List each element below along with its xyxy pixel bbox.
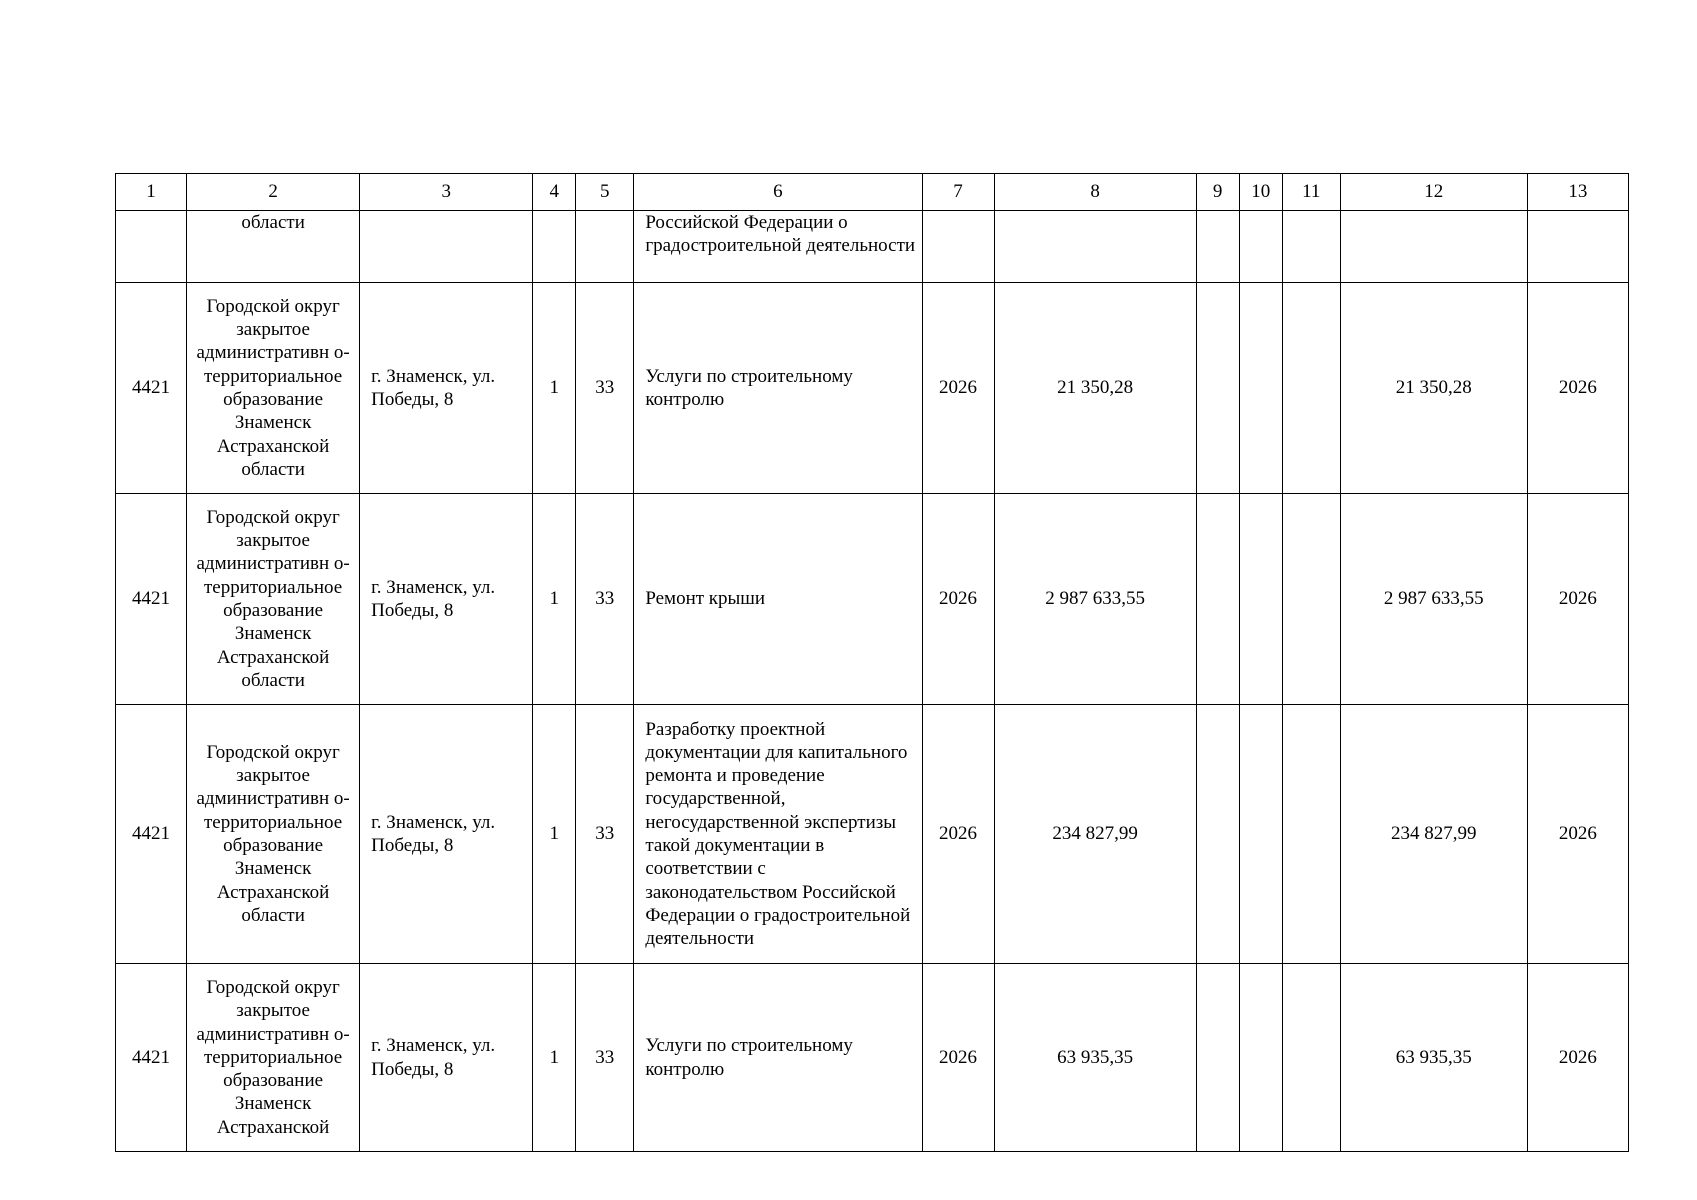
year-cell: 2026 xyxy=(922,964,994,1152)
header-row xyxy=(116,174,1629,211)
col11-cell xyxy=(1282,964,1340,1152)
year-cell: 2026 xyxy=(922,494,994,705)
table-cell xyxy=(360,211,533,283)
col13-cell: 2026 xyxy=(1527,705,1628,964)
table-row xyxy=(116,283,1629,494)
work-cell: Услуги по строительному контролю xyxy=(634,283,922,494)
col12-cell: 234 827,99 xyxy=(1340,705,1527,964)
header-cell: 8 xyxy=(994,174,1196,211)
work-cell: Ремонт крыши xyxy=(634,494,922,705)
table-cell xyxy=(994,211,1196,283)
address-cell: г. Знаменск, ул. Победы, 8 xyxy=(360,964,533,1152)
total-cell: 234 827,99 xyxy=(994,705,1196,964)
total-cell: 21 350,28 xyxy=(994,283,1196,494)
col4-cell: 1 xyxy=(533,964,576,1152)
col11-cell xyxy=(1282,283,1340,494)
code-cell: 4421 xyxy=(116,283,187,494)
table-cell xyxy=(922,211,994,283)
continuation-row xyxy=(116,211,1629,283)
header-cell: 12 xyxy=(1340,174,1527,211)
table-cell xyxy=(1527,211,1628,283)
col10-cell xyxy=(1239,283,1282,494)
table-cell xyxy=(116,211,187,283)
col13-cell: 2026 xyxy=(1527,494,1628,705)
table-row xyxy=(116,964,1629,1152)
header-cell: 3 xyxy=(360,174,533,211)
col4-cell: 1 xyxy=(533,705,576,964)
col12-cell: 63 935,35 xyxy=(1340,964,1527,1152)
work-cell: Услуги по строительному контролю xyxy=(634,964,922,1152)
col5-cell: 33 xyxy=(576,705,634,964)
col9-cell xyxy=(1196,705,1239,964)
col13-cell: 2026 xyxy=(1527,283,1628,494)
col5-cell: 33 xyxy=(576,283,634,494)
col10-cell xyxy=(1239,964,1282,1152)
header-cell: 13 xyxy=(1527,174,1628,211)
col4-cell: 1 xyxy=(533,283,576,494)
total-cell: 2 987 633,55 xyxy=(994,494,1196,705)
col11-cell xyxy=(1282,705,1340,964)
table-row xyxy=(116,494,1629,705)
table-cell xyxy=(1282,211,1340,283)
header-cell: 2 xyxy=(187,174,360,211)
table-cell xyxy=(1340,211,1527,283)
municipality-cell: области xyxy=(187,211,360,283)
code-cell: 4421 xyxy=(116,705,187,964)
header-cell: 9 xyxy=(1196,174,1239,211)
col11-cell xyxy=(1282,494,1340,705)
col9-cell xyxy=(1196,964,1239,1152)
work-cell: Российской Федерации о градостроительной деятельности xyxy=(634,211,922,283)
col5-cell: 33 xyxy=(576,494,634,705)
address-cell: г. Знаменск, ул. Победы, 8 xyxy=(360,705,533,964)
header-cell: 4 xyxy=(533,174,576,211)
col12-cell: 21 350,28 xyxy=(1340,283,1527,494)
col12-cell: 2 987 633,55 xyxy=(1340,494,1527,705)
year-cell: 2026 xyxy=(922,283,994,494)
table-cell xyxy=(576,211,634,283)
address-cell: г. Знаменск, ул. Победы, 8 xyxy=(360,494,533,705)
total-cell: 63 935,35 xyxy=(994,964,1196,1152)
col9-cell xyxy=(1196,494,1239,705)
header-cell: 7 xyxy=(922,174,994,211)
header-cell: 1 xyxy=(116,174,187,211)
header-cell: 6 xyxy=(634,174,922,211)
col9-cell xyxy=(1196,283,1239,494)
municipality-text: Городской округ закрытое административн о- территориальное образование Знаменск Астраханской xyxy=(196,976,350,1138)
col10-cell xyxy=(1239,494,1282,705)
municipality-cell xyxy=(187,964,360,1152)
work-cell: Разработку проектной документации для капитального ремонта и проведение государственной, негосударственной экспертизы такой документации в соответствии с законодательством Российской Федерации о градостроительной деятельности xyxy=(634,705,922,964)
municipality-cell: Городской округ закрытое административн о- территориальное образование Знаменск Астраханской области xyxy=(187,494,360,705)
col13-cell: 2026 xyxy=(1527,964,1628,1152)
code-cell: 4421 xyxy=(116,494,187,705)
table-cell xyxy=(533,211,576,283)
col4-cell: 1 xyxy=(533,494,576,705)
table-cell xyxy=(1239,211,1282,283)
col10-cell xyxy=(1239,705,1282,964)
header-cell: 10 xyxy=(1239,174,1282,211)
works-table xyxy=(115,173,1629,1152)
header-cell: 11 xyxy=(1282,174,1340,211)
header-cell: 5 xyxy=(576,174,634,211)
table-cell xyxy=(1196,211,1239,283)
address-cell: г. Знаменск, ул. Победы, 8 xyxy=(360,283,533,494)
municipality-cell: Городской округ закрытое административн о- территориальное образование Знаменск Астраханской области xyxy=(187,705,360,964)
year-cell: 2026 xyxy=(922,705,994,964)
code-cell: 4421 xyxy=(116,964,187,1152)
col5-cell: 33 xyxy=(576,964,634,1152)
table-row xyxy=(116,705,1629,964)
municipality-cell: Городской округ закрытое административн о- территориальное образование Знаменск Астраханской области xyxy=(187,283,360,494)
